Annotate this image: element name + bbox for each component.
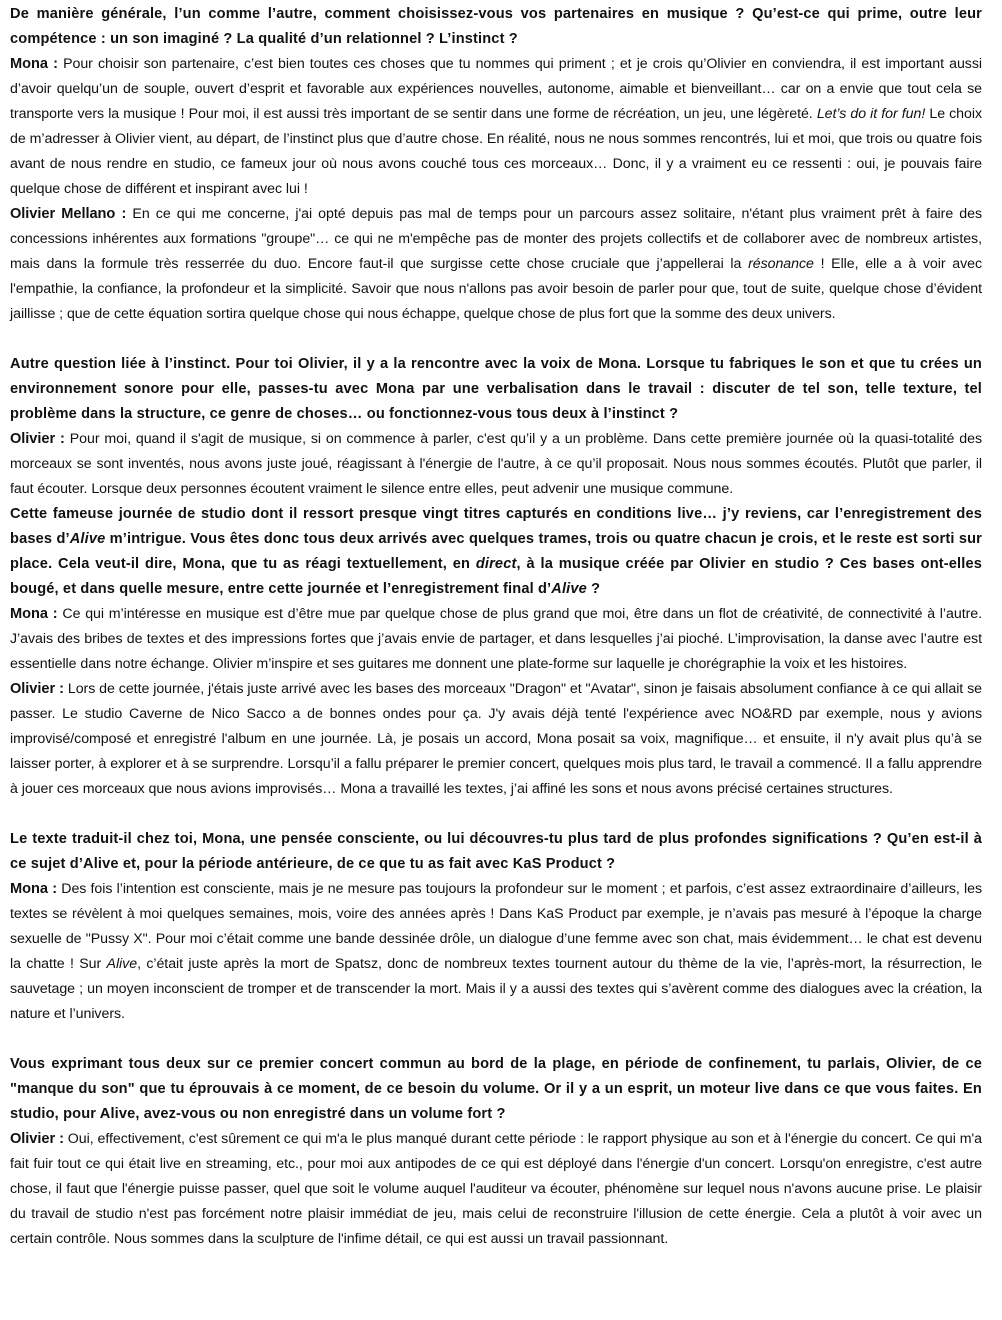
interview-answer-6 — [10, 877, 982, 1027]
interview-answer-5 — [10, 677, 982, 802]
italic-text: Alive — [551, 581, 587, 597]
interview-answer-2 — [10, 202, 982, 327]
section-gap — [10, 1027, 982, 1052]
italic-text: résonance — [748, 256, 814, 272]
speaker-label: Olivier Mellano : — [10, 206, 127, 222]
interview-question-1 — [10, 2, 982, 52]
text-segment: De manière générale, l’un comme l’autre, comment choisissez-vous vos partenaires en musique ? Qu’est-ce qui prime, outre leur compétence : un son imaginé ? La qualité d’un relationnel ? L’instinct ? — [10, 6, 982, 47]
text-segment: Le texte traduit-il chez toi, Mona, une pensée consciente, ou lui découvres-tu plus tard de plus profondes significations ? Qu’en est-il à ce sujet d’Alive et, pour la période antérieure, de ce que tu as fait avec KaS Product ? — [10, 831, 982, 872]
text-segment: Lors de cette journée, j'étais juste arrivé avec les bases des morceaux "Dragon" et "Avatar", sinon je faisais absolument confiance à ce qui allait se passer. Le studio Caverne de Nico Sacco a de bonnes ondes pour ça. J'y avais déjà tenté l'expérience avec NO&RD par exemple, nous y avions improvisé/composé et enregistré l'album en une journée. Là, je posais un accord, Mona posait sa voix, magnifique… et ensuite, il n'y avait plus qu’à se laisser porter, à explorer et à se surprendre. Lorsqu’il a fallu préparer le premier concert, quelques mois plus tard, le travail a commencé. Il a fallu apprendre à jouer ces morceaux que nous avions improvisés… Mona a travaillé les textes, j’ai affiné les sons et nous avons précisé certaines structures. — [10, 681, 982, 797]
text-segment: ! Elle, elle a à voir avec l'empathie, la confiance, la profondeur et la simplicité. Savoir que nous n'allons pas avoir besoin de parler pour que, tout de suite, quelque chose d’évident jaillisse ; que de cette équation sortira quelque chose qui nous échappe, quelque chose de plus fort que la somme des deux univers. — [10, 256, 983, 322]
speaker-label: Olivier : — [10, 681, 64, 697]
speaker-label: Mona : — [10, 606, 58, 622]
speaker-label: Olivier : — [10, 1131, 64, 1147]
text-segment: , à la musique créée par Olivier en studio ? Ces bases ont-elles bougé, et dans quelle mesure, entre cette journée et l’enregistrement final d’ — [10, 556, 982, 597]
text-segment: Ce qui m’intéresse en musique est d’être mue par quelque chose de plus grand que moi, être dans un flot de créativité, de connectivité à l’autre. J’avais des bribes de textes et des impressions fortes que j’avais envie de partager, et dans lesquelles j’ai pioché. L’improvisation, la danse avec l’autre est essentielle dans notre échange. Olivier m’inspire et ses guitares me donnent une plate-forme sur laquelle je chorégraphie la voix et les histoires. — [10, 606, 982, 672]
text-segment: Pour choisir son partenaire, c’est bien toutes ces choses que tu nommes qui priment ; et je crois qu’Olivier en conviendra, il est important aussi d’avoir quelqu’un de souple, ouvert d’esprit et favorable aux expériences nouvelles, autonome, aimable et bienveillant… car on a envie que tout cela se transporte vers la musique ! Pour moi, il est aussi très important de se sentir dans une forme de récréation, un jeu, une légèreté. — [10, 56, 982, 122]
text-segment: En ce qui me concerne, j'ai opté depuis pas mal de temps pour un parcours assez solitaire, n'étant plus vraiment prêt à faire des concessions inhérentes aux formations "groupe"… ce qui ne m'empêche pas de monter des projets collectifs et de collaborer avec de nombreux artistes, mais dans la formule très resserrée du duo. Encore faut-il que surgisse cette chose cruciale que j’appellerai la — [10, 206, 982, 272]
text-segment: Oui, effectivement, c'est sûrement ce qui m'a le plus manqué durant cette période : le rapport physique au son et à l'énergie du concert. Ce qui m'a fait fuir tout ce qui était live en streaming, etc., pour moi aux antipodes de ce qui est déployé dans l'énergie d'un concert. Lorsqu'on enregistre, c'est autre chose, il faut que l'énergie puisse passer, quel que soit le volume auquel l'auditeur va écouter, phénomène sur lequel nous n'avons aucune prise. Le plaisir du travail de studio n'est pas forcément notre plaisir immédiat de jeu, mais celui de reconstruire l'illusion de cette énergie. Cela a plutôt à voir avec un certain contrôle. Nous sommes dans la sculpture de l'infime détail, ce qui est aussi un travail passionnant. — [10, 1131, 982, 1247]
text-segment: Des fois l’intention est consciente, mais je ne mesure pas toujours la profondeur sur le moment ; et parfois, c’est assez extraordinaire d’ailleurs, les textes se révèlent à moi quelques semaines, mois, voire des années après ! Dans KaS Product par exemple, je n’avais pas mesuré à l’époque la charge sexuelle de "Pussy X". Pour moi c’était comme une bande dessinée drôle, un dialogue d’une femme avec son chat, mais évidemment… le chat est devenu la chatte ! Sur — [10, 881, 982, 972]
speaker-label: Mona : — [10, 881, 58, 897]
text-segment: , c’était juste après la mort de Spatsz, donc de nombreux textes tournent autour du thème de la vie, l’après-mort, la résurrection, le sauvetage ; un moyen inconscient de tromper et de transcender la mort. Mais il y a aussi des textes qui s’avèrent comme des dialogues avec la création, la nature et l’univers. — [10, 956, 982, 1022]
text-segment: Cette fameuse journée de studio dont il ressort presque vingt titres capturés en conditions live… j’y reviens, car l’enregistrement des bases d’ — [10, 506, 982, 547]
interview-question-5 — [10, 1052, 982, 1127]
section-gap — [10, 327, 982, 352]
italic-text: Let’s do it for fun! — [816, 106, 926, 122]
text-segment: m’intrigue. Vous êtes donc tous deux arrivés avec quelques trames, trois ou quatre chacun je crois, et le reste est sorti sur place. Cela veut-il dire, Mona, que tu as réagi textuellement, en — [10, 531, 983, 572]
interview-question-4 — [10, 827, 982, 877]
speaker-label: Mona : — [10, 56, 58, 72]
interview-answer-4 — [10, 602, 982, 677]
text-segment: ? — [586, 581, 601, 597]
interview-question-3 — [10, 502, 982, 602]
section-gap — [10, 802, 982, 827]
text-segment: Vous exprimant tous deux sur ce premier concert commun au bord de la plage, en période de confinement, tu parlais, Olivier, de ce "manque du son" que tu éprouvais à ce moment, de ce besoin du volume. Or il y a un esprit, un moteur live dans ce que vous faites. En studio, pour Alive, avez-vous ou non enregistré dans un volume fort ? — [10, 1056, 982, 1122]
text-segment: Le choix de m’adresser à Olivier vient, au départ, de l’instinct plus que d’autre chose. En réalité, nous ne nous sommes rencontrés, lui et moi, que trois ou quatre fois avant de nous rendre en studio, ce fameux jour où nous avons couché tous ces morceaux… Donc, il y a vraiment eu ce ressenti : oui, je pouvais faire quelque chose de différent et inspirant avec lui ! — [10, 106, 983, 197]
interview-question-2 — [10, 352, 982, 427]
interview-answer-1 — [10, 52, 982, 202]
italic-text: Alive — [69, 531, 106, 547]
text-segment: Autre question liée à l’instinct. Pour toi Olivier, il y a la rencontre avec la voix de Mona. Lorsque tu fabriques le son et que tu crées un environnement sonore pour elle, passes-tu avec Mona par une verbalisation dans le travail : discuter de tel son, telle texture, tel problème dans la structure, ce genre de choses… ou fonctionnez-vous tous deux à l’instinct ? — [10, 356, 982, 422]
italic-text: Alive — [106, 956, 138, 972]
interview-answer-3 — [10, 427, 982, 502]
text-segment: Pour moi, quand il s'agit de musique, si on commence à parler, c'est qu’il y a un problème. Dans cette première journée où la quasi-totalité des morceaux se sont inventés, nous avons juste joué, réagissant à l'énergie de l'autre, à ce qu’il proposait. Nous nous sommes écoutés. Plutôt que parler, il faut écouter. Lorsque deux personnes écoutent vraiment le silence entre elles, peut advenir une musique commune. — [10, 431, 982, 497]
interview-answer-7 — [10, 1127, 982, 1252]
italic-text: direct — [475, 556, 517, 572]
speaker-label: Olivier : — [10, 431, 65, 447]
